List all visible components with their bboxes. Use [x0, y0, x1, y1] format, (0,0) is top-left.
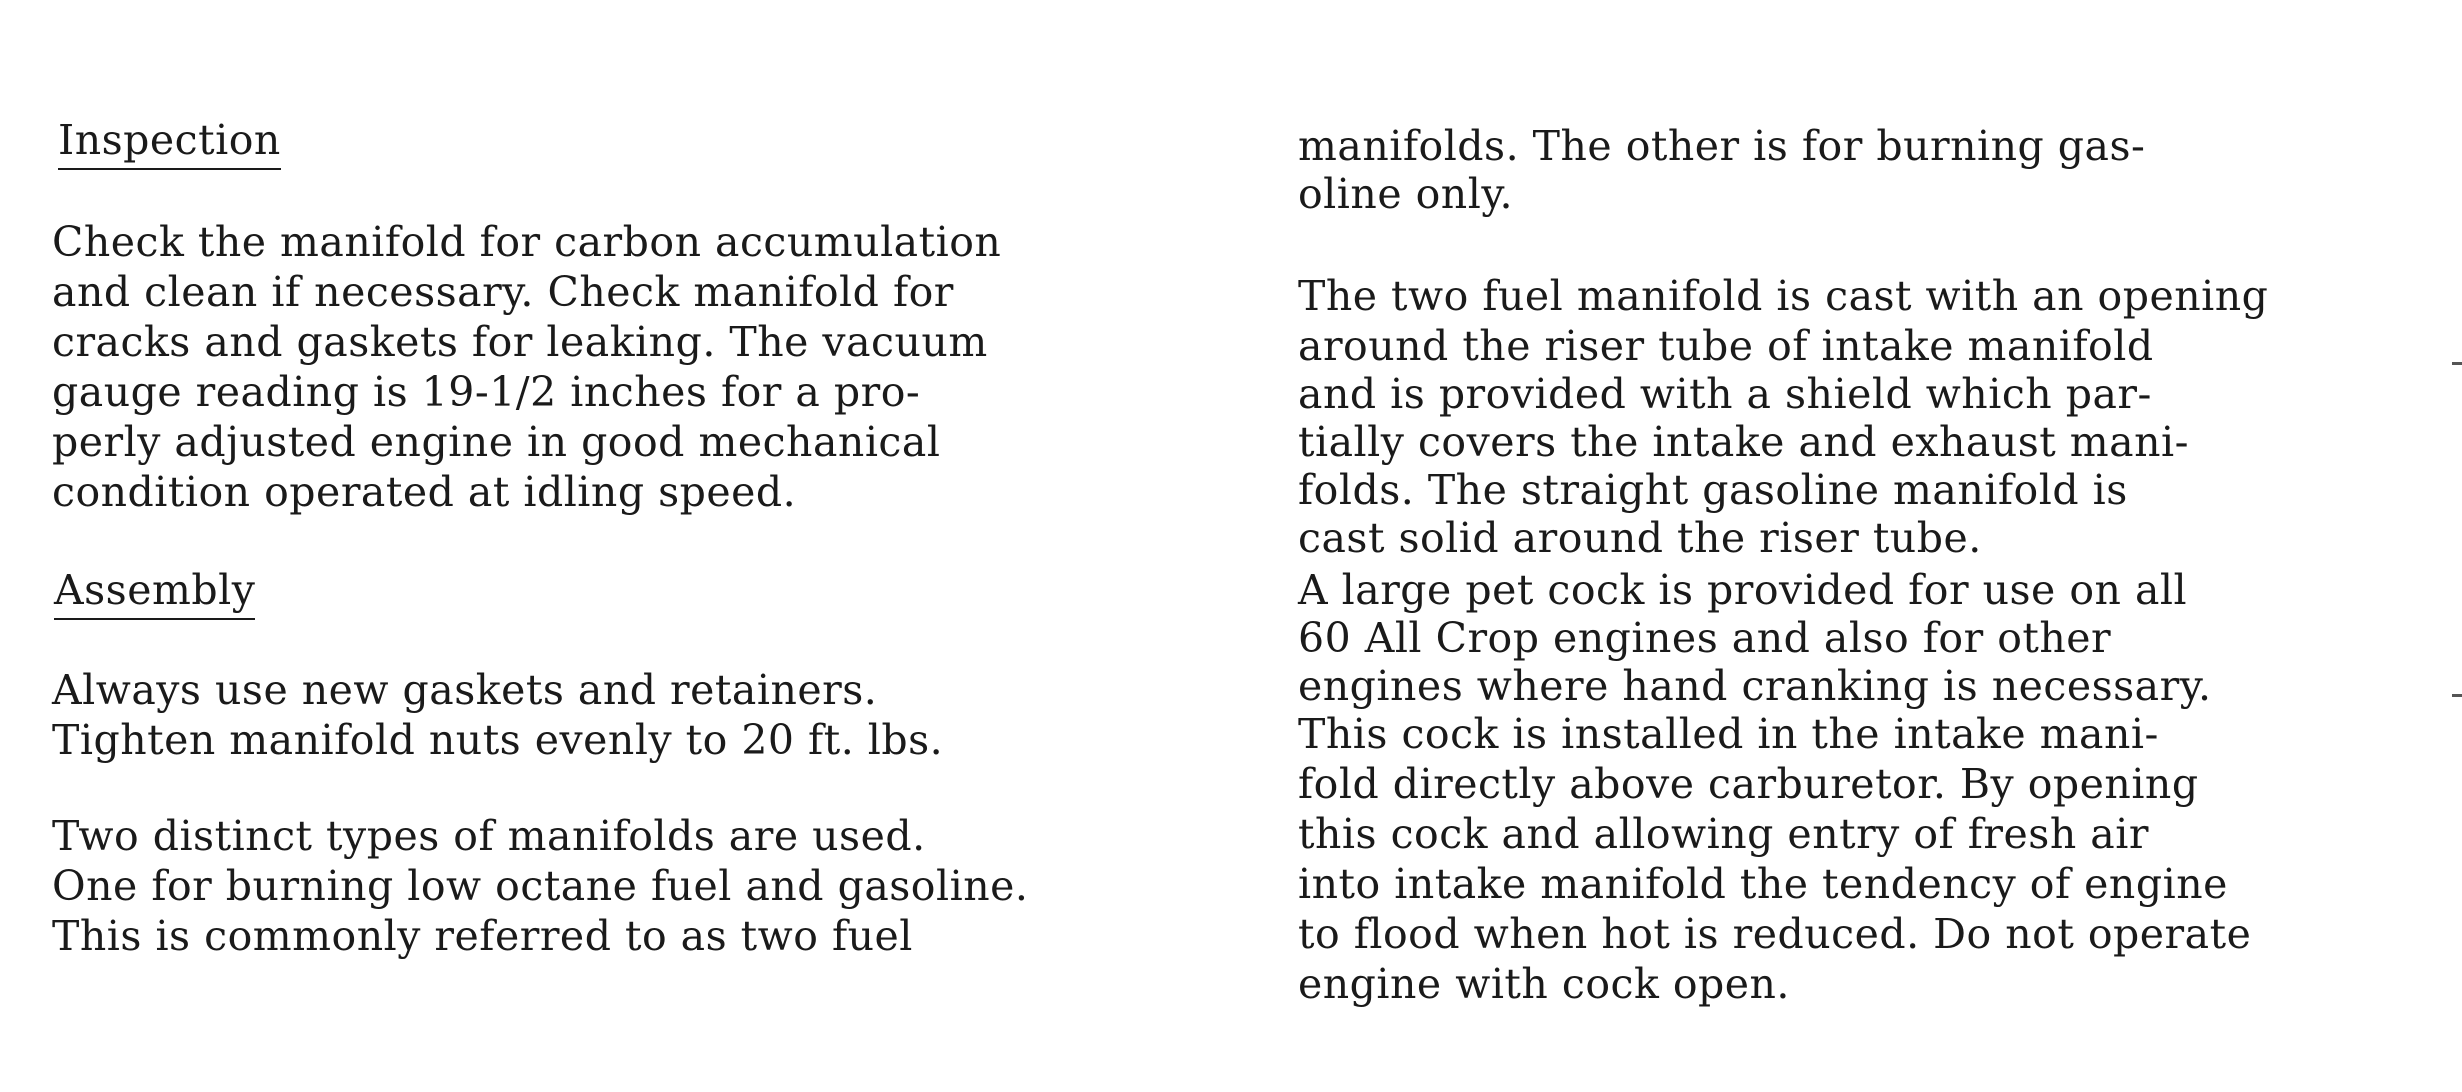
inspection-line: cracks and gaskets for leaking. The vacuum [52, 318, 988, 366]
two-fuel-manifold-line: folds. The straight gasoline manifold is [1298, 466, 2128, 514]
inspection-heading: Inspection [58, 116, 281, 170]
assembly-line: One for burning low octane fuel and gasoline. [52, 862, 1029, 910]
two-fuel-manifold-line: around the riser tube of intake manifold [1298, 322, 2154, 370]
two-fuel-manifold-line: and is provided with a shield which par- [1298, 370, 2152, 418]
two-fuel-manifold-line: cast solid around the riser tube. [1298, 514, 1982, 562]
assembly-line: Tighten manifold nuts evenly to 20 ft. lbs. [52, 716, 944, 764]
inspection-line: and clean if necessary. Check manifold for [52, 268, 954, 316]
inspection-line: gauge reading is 19-1/2 inches for a pro- [52, 368, 921, 416]
manifold-types-line: oline only. [1298, 170, 1514, 218]
pet-cock-line: into intake manifold the tendency of engine [1298, 860, 2228, 908]
pet-cock-line: engines where hand cranking is necessary. [1298, 662, 2212, 710]
assembly-line: Always use new gaskets and retainers. [52, 666, 878, 714]
assembly-heading: Assembly [54, 566, 255, 620]
scan-edge-mark [2452, 694, 2462, 697]
pet-cock-line: to flood when hot is reduced. Do not operate [1298, 910, 2252, 958]
two-fuel-manifold-line: The two fuel manifold is cast with an opening [1298, 272, 2269, 320]
manifold-types-line: manifolds. The other is for burning gas- [1298, 122, 2146, 170]
assembly-line: This is commonly referred to as two fuel [52, 912, 913, 960]
pet-cock-line: engine with cock open. [1298, 960, 1790, 1008]
inspection-line: condition operated at idling speed. [52, 468, 797, 516]
assembly-line: Two distinct types of manifolds are used. [52, 812, 926, 860]
pet-cock-line: fold directly above carburetor. By opening [1298, 760, 2199, 808]
inspection-line: Check the manifold for carbon accumulation [52, 218, 1002, 266]
pet-cock-line: This cock is installed in the intake mani- [1298, 710, 2159, 758]
pet-cock-line: 60 All Crop engines and also for other [1298, 614, 2112, 662]
pet-cock-line: this cock and allowing entry of fresh air [1298, 810, 2149, 858]
two-fuel-manifold-line: tially covers the intake and exhaust mani- [1298, 418, 2189, 466]
pet-cock-line: A large pet cock is provided for use on all [1298, 566, 2188, 614]
inspection-line: perly adjusted engine in good mechanical [52, 418, 941, 466]
scan-edge-mark [2452, 362, 2462, 365]
